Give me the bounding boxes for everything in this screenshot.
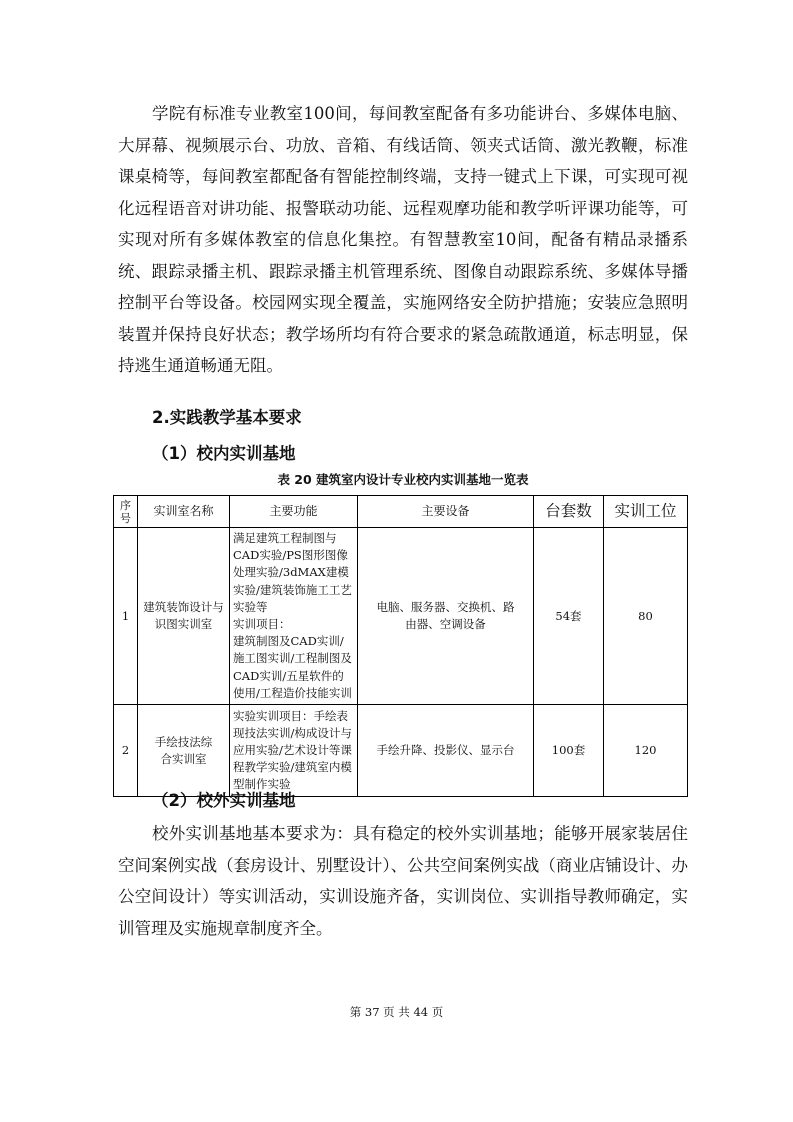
intro-paragraph: 学院有标准专业教室100间，每间教室配备有多功能讲台、多媒体电脑、大屏幕、视频展示台、功放、音箱、有线话筒、领夹式话筒、激光教鞭，标准课桌椅等，每间教室都配备有智能控制终端，支持一键式上下课，可实现可视化远程语音对讲功能、报警联动功能、远程观摩功能和教学听评课功能等，可实现对所有多媒体教室的信息化集控。有智慧教室10间，配备有精品录播系统、跟踪录播主机、跟踪录播主机管理系统、图像自动跟踪系统、多媒体导播控制平台等设备。校园网实现全覆盖，实施网络安全防护措施；安装应急照明装置并保持良好状态；教学场所均有符合要求的紧急疏散通道，标志明显，保持逃生通道畅通无阻。 (118, 104, 688, 375)
table-header-row (114, 496, 688, 528)
row-name: 建筑装饰设计与识图实训室 (138, 528, 230, 705)
row-stations: 80 (604, 528, 688, 705)
header-equipment: 主要设备 (358, 496, 534, 528)
header-name: 实训室名称 (138, 496, 230, 528)
table-row (114, 528, 688, 705)
row-equipment: 电脑、服务器、交换机、路由器、空调设备 (358, 528, 534, 705)
row-name: 手绘技法综合实训室 (138, 705, 230, 797)
external-paragraph: 校外实训基地基本要求为：具有稳定的校外实训基地；能够开展家装居住空间案例实战（套房设计、别墅设计）、公共空间案例实战（商业店铺设计、办公空间设计）等实训活动，实训设施齐备，实训岗位、实训指导教师确定，实训管理及实施规章制度齐全。 (118, 824, 688, 938)
header-index: 序号 (114, 496, 138, 528)
external-base-heading: （2）校外实训基地 (152, 791, 296, 810)
training-base-table (113, 495, 688, 797)
row-stations: 120 (604, 705, 688, 797)
table-caption: 表 20 建筑室内设计专业校内实训基地一览表 (277, 472, 529, 487)
row-equipment: 手绘升降、投影仪、显示台 (358, 705, 534, 797)
row-index: 1 (114, 528, 138, 705)
table-row (114, 705, 688, 797)
row-function: 满足建筑工程制图与CAD实验/PS图形图像处理实验/3dMAX建模实验/建筑装饰施工工艺实验等 实训项目： 建筑制图及CAD实训/施工图实训/工程制图及CAD实训/五星软件的使用/工程造价技能实训 (230, 528, 358, 705)
row-sets: 100套 (534, 705, 604, 797)
internal-base-heading: （1）校内实训基地 (152, 444, 296, 463)
row-index: 2 (114, 705, 138, 797)
row-function: 实验实训项目：手绘表现技法实训/构成设计与应用实验/艺术设计等课程教学实验/建筑室内模型制作实验 (230, 705, 358, 797)
header-function: 主要功能 (230, 496, 358, 528)
header-sets: 台套数 (534, 496, 604, 528)
header-stations: 实训工位 (604, 496, 688, 528)
page-footer: 第 37 页 共 44 页 (349, 1005, 444, 1019)
row-sets: 54套 (534, 528, 604, 705)
practice-heading: 2.实践教学基本要求 (152, 408, 302, 427)
